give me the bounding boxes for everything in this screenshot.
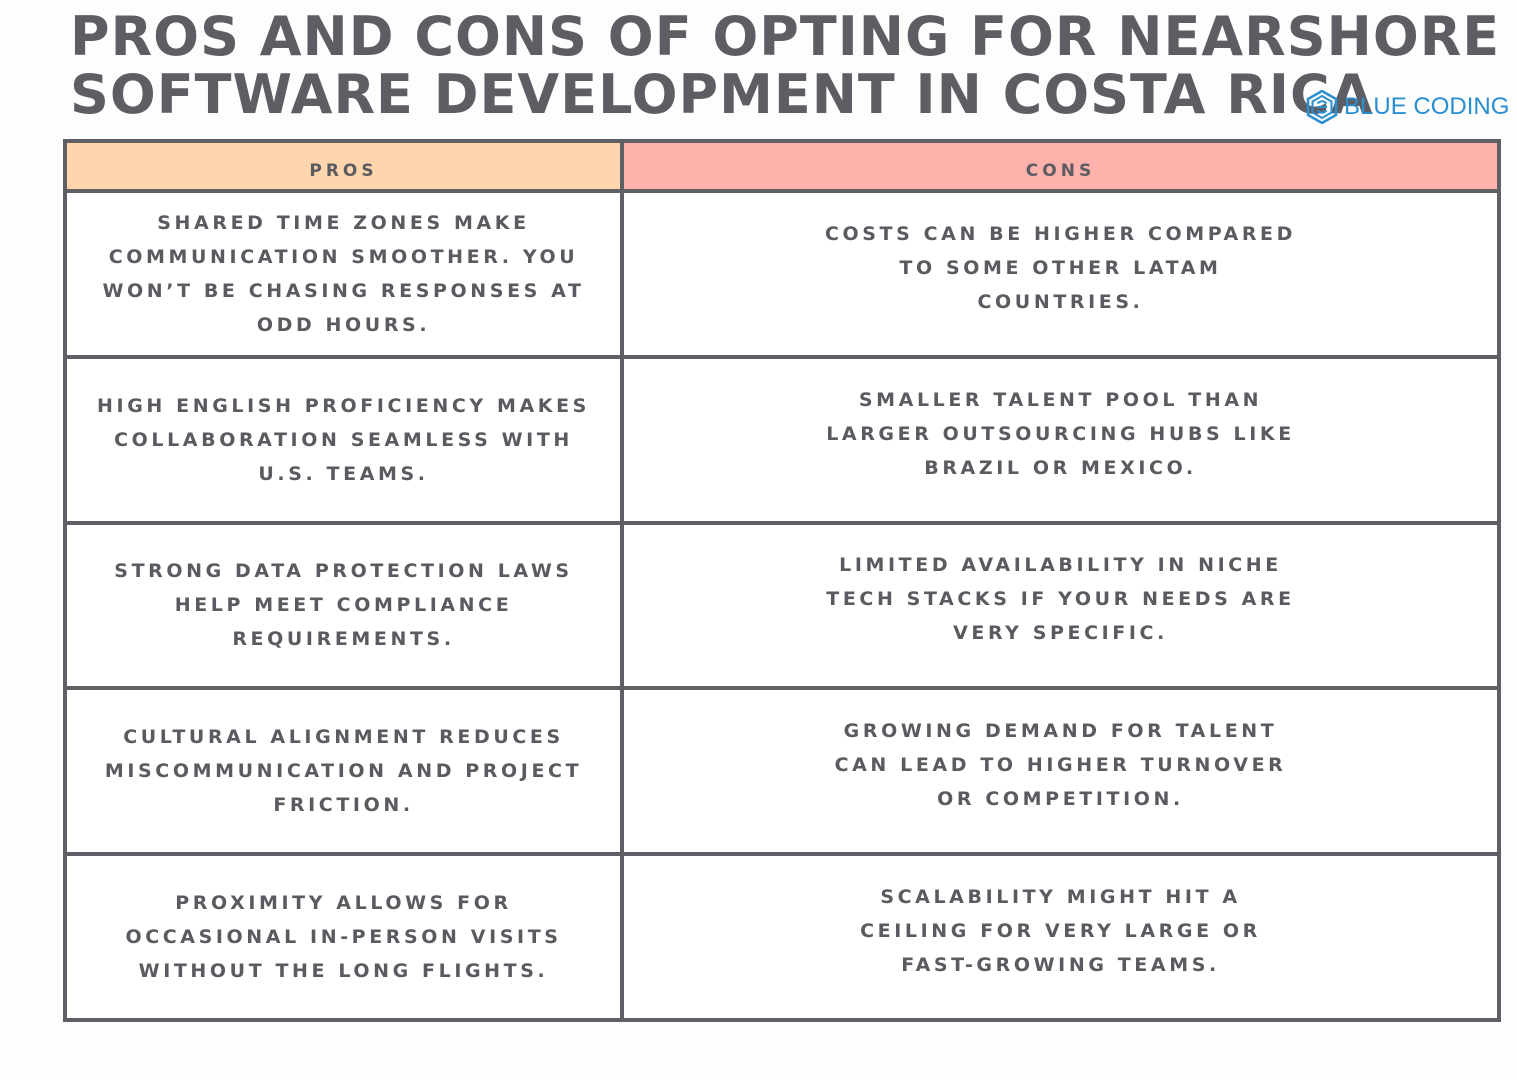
pro-cell-4 <box>67 690 620 852</box>
cons-header: CONS <box>624 143 1497 189</box>
pros-header: PROS <box>67 143 620 189</box>
hexagon-e-icon <box>1306 90 1338 124</box>
pro-cell-3 <box>67 525 620 687</box>
con-cell-4 <box>624 690 1497 852</box>
pro-text: STRONG DATA PROTECTION LAWS HELP MEET COMPLIANCE REQUIREMENTS. <box>114 560 573 651</box>
con-text: COSTS CAN BE HIGHER COMPARED TO SOME OTHER LATAM COUNTRIES. <box>824 222 1297 313</box>
con-text: LIMITED AVAILABILITY IN NICHE TECH STACKS IF YOUR NEEDS ARE VERY SPECIFIC. <box>826 554 1295 645</box>
pro-text: PROXIMITY ALLOWS FOR OCCASIONAL IN-PERSON VISITS WITHOUT THE LONG FLIGHTS. <box>125 892 562 983</box>
title-line-2: SOFTWARE DEVELOPMENT IN COSTA RICA <box>70 63 1374 126</box>
pro-text: HIGH ENGLISH PROFICIENCY MAKES COLLABORATION SEAMLESS WITH U.S. TEAMS. <box>97 394 590 485</box>
title-line-1: PROS AND CONS OF OPTING FOR NEARSHORE <box>70 5 1501 68</box>
logo-text: BLUE CODING <box>1344 93 1510 120</box>
pro-text: SHARED TIME ZONES MAKE COMMUNICATION SMOOTHER. YOU WON’T BE CHASING RESPONSES AT ODD HOURS. <box>102 211 585 336</box>
pros-cons-table <box>63 139 1501 1022</box>
con-cell-2 <box>624 359 1497 521</box>
pro-cell-5 <box>67 856 620 1018</box>
con-text: GROWING DEMAND FOR TALENT CAN LEAD TO HIGHER TURNOVER OR COMPETITION. <box>834 720 1287 811</box>
con-cell-3 <box>624 525 1497 687</box>
blue-coding-logo <box>1306 90 1509 124</box>
con-text: SMALLER TALENT POOL THAN LARGER OUTSOURCING HUBS LIKE BRAZIL OR MEXICO. <box>826 388 1295 479</box>
page-title <box>70 5 1501 126</box>
pro-cell-2 <box>67 359 620 521</box>
con-cell-5 <box>624 856 1497 1018</box>
pro-cell-1 <box>67 193 620 355</box>
con-text: SCALABILITY MIGHT HIT A CEILING FOR VERY LARGE OR FAST-GROWING TEAMS. <box>860 886 1261 977</box>
pro-text: CULTURAL ALIGNMENT REDUCES MISCOMMUNICATION AND PROJECT FRICTION. <box>104 726 583 817</box>
con-cell-1 <box>624 193 1497 355</box>
